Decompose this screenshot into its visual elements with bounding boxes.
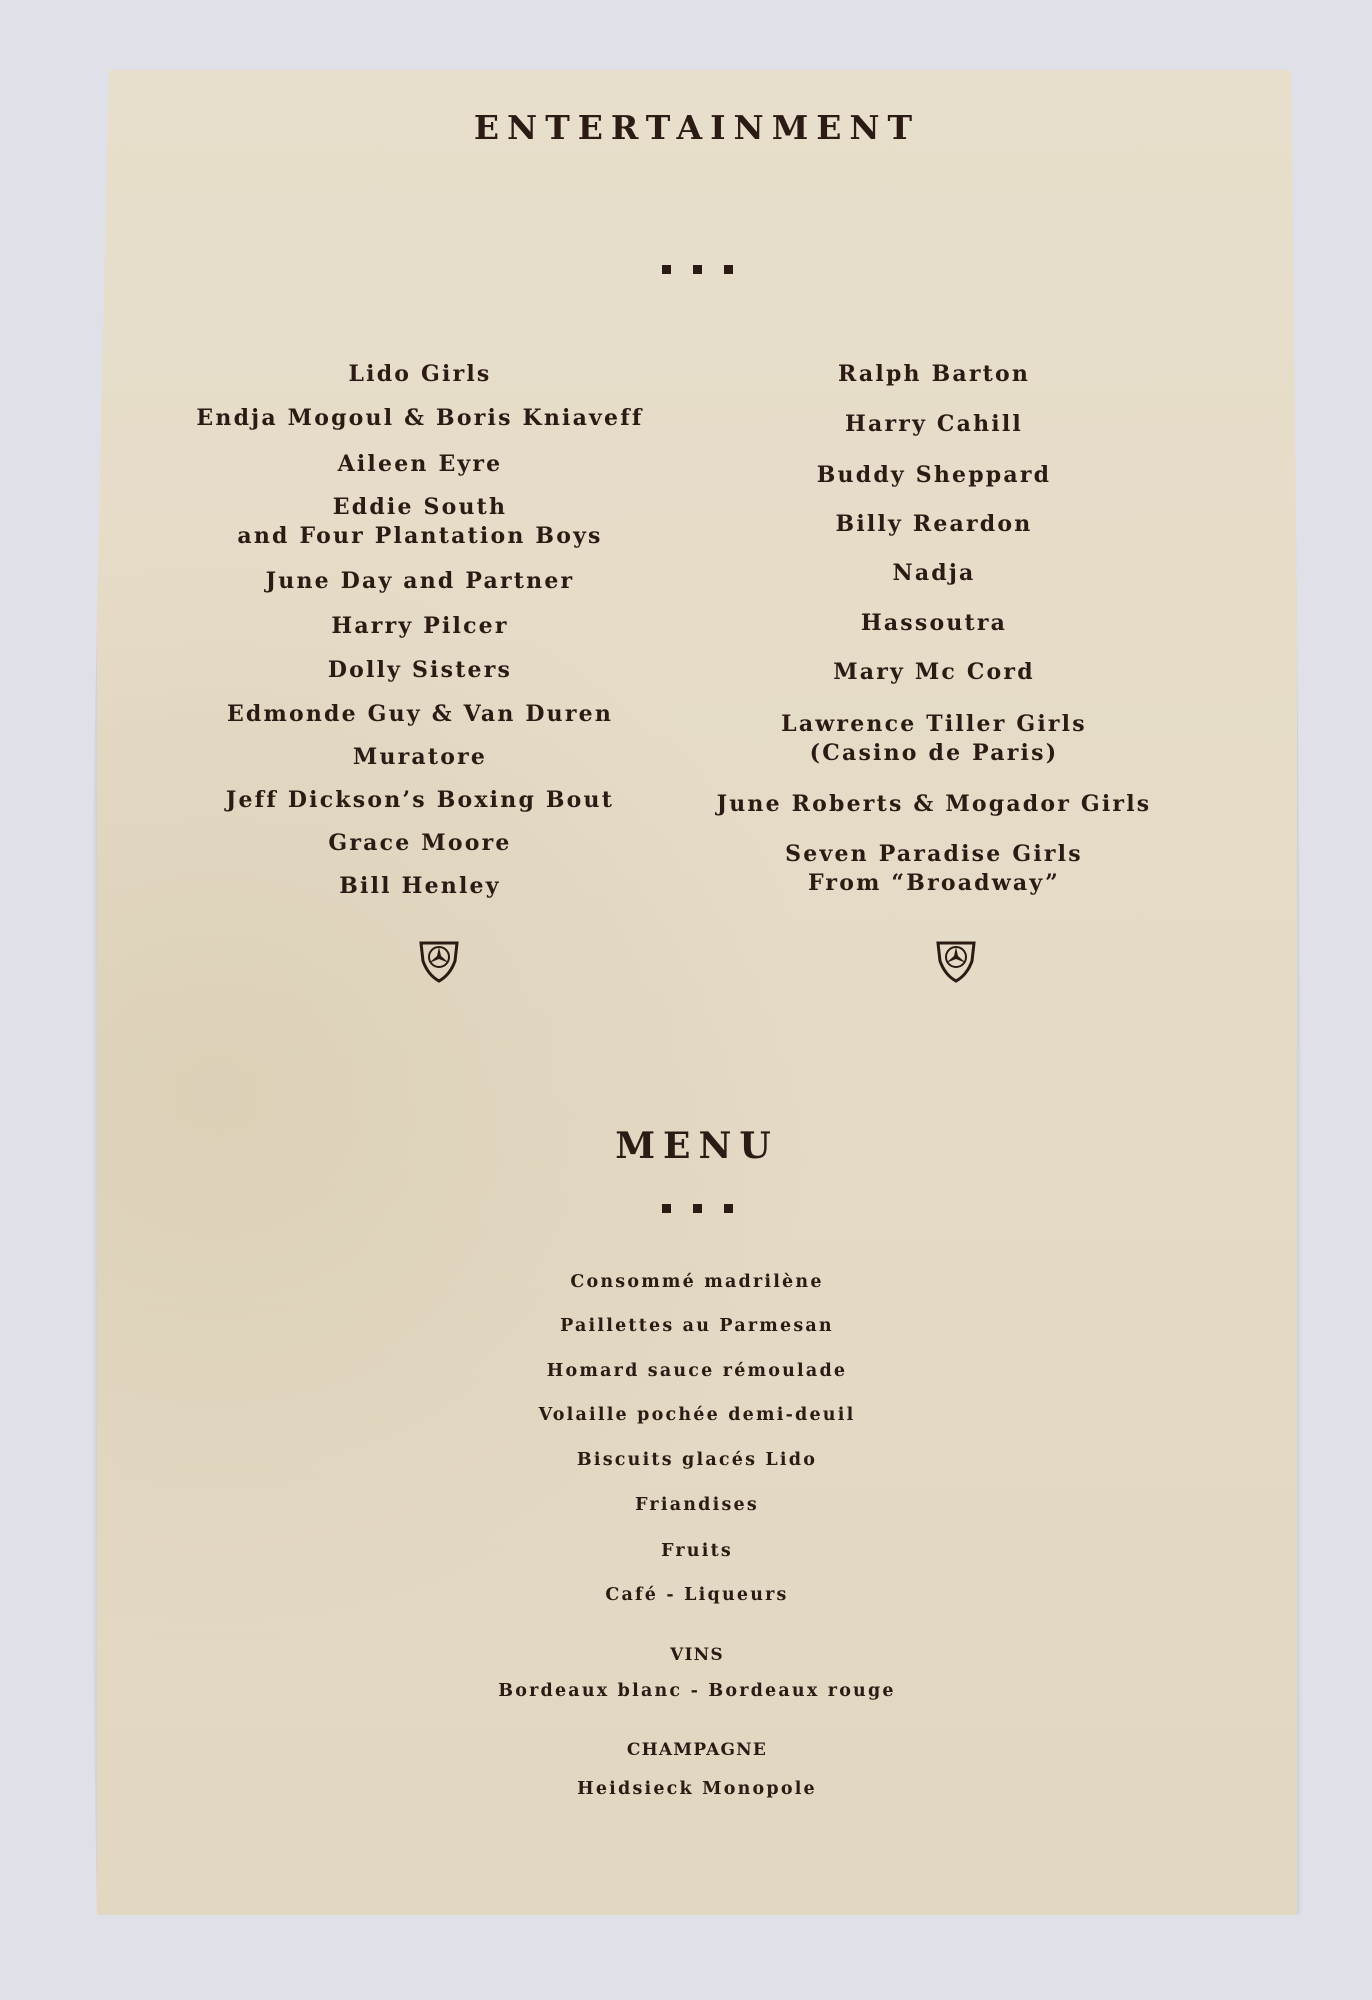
performer-item: June Day and Partner xyxy=(265,568,575,594)
performer-item: Lawrence Tiller Girls xyxy=(781,711,1087,737)
performer-item: Aileen Eyre xyxy=(337,451,503,477)
performer-item: Lido Girls xyxy=(348,361,492,387)
menu-card xyxy=(97,70,1297,1915)
three-pointed-star-emblem-icon xyxy=(934,939,978,983)
performer-item: and Four Plantation Boys xyxy=(237,523,603,549)
menu-dish: Consommé madrilène xyxy=(570,1272,824,1292)
wines-heading: VINS xyxy=(670,1645,724,1665)
performer-item: Seven Paradise Girls xyxy=(785,841,1083,867)
performer-item: June Roberts & Mogador Girls xyxy=(716,791,1152,817)
performer-item: Eddie South xyxy=(332,494,508,520)
performer-item: Mary Mc Cord xyxy=(833,659,1035,685)
menu-dish: Fruits xyxy=(661,1541,733,1561)
performer-item: Jeff Dickson’s Boxing Bout xyxy=(225,787,615,813)
performer-item: Buddy Sheppard xyxy=(816,462,1052,488)
performer-item: Bill Henley xyxy=(339,873,501,899)
performer-item: Harry Pilcer xyxy=(331,613,509,639)
performer-item: Billy Reardon xyxy=(835,511,1033,537)
performer-item: Harry Cahill xyxy=(845,411,1023,437)
entertainment-title: ENTERTAINMENT xyxy=(473,108,921,147)
menu-dish: Café - Liqueurs xyxy=(605,1585,789,1605)
performer-item: From “Broadway” xyxy=(807,870,1061,896)
performer-item: Edmonde Guy & Van Duren xyxy=(226,701,614,727)
performer-item: Muratore xyxy=(352,744,488,770)
performer-item: Grace Moore xyxy=(328,830,512,856)
performer-item: Dolly Sisters xyxy=(327,657,513,683)
performer-item: (Casino de Paris) xyxy=(809,740,1059,766)
champagne-heading: CHAMPAGNE xyxy=(626,1740,768,1760)
menu-dish: Friandises xyxy=(635,1495,759,1515)
performer-item: Nadja xyxy=(892,560,976,586)
menu-title: MENU xyxy=(615,1125,779,1167)
performer-item: Ralph Barton xyxy=(837,361,1031,387)
menu-dish: Homard sauce rémoulade xyxy=(546,1361,848,1381)
menu-divider xyxy=(97,1204,1297,1214)
wines-list: Bordeaux blanc - Bordeaux rouge xyxy=(498,1681,896,1701)
entertainment-divider xyxy=(97,265,1297,275)
menu-dish: Volaille pochée demi-deuil xyxy=(538,1405,856,1425)
menu-dish: Paillettes au Parmesan xyxy=(560,1316,834,1336)
menu-dish: Biscuits glacés Lido xyxy=(576,1450,818,1470)
performer-item: Hassoutra xyxy=(860,610,1008,636)
champagne-name: Heidsieck Monopole xyxy=(577,1779,817,1799)
three-pointed-star-emblem-icon xyxy=(417,939,461,983)
performer-item: Endja Mogoul & Boris Kniaveff xyxy=(196,405,644,431)
